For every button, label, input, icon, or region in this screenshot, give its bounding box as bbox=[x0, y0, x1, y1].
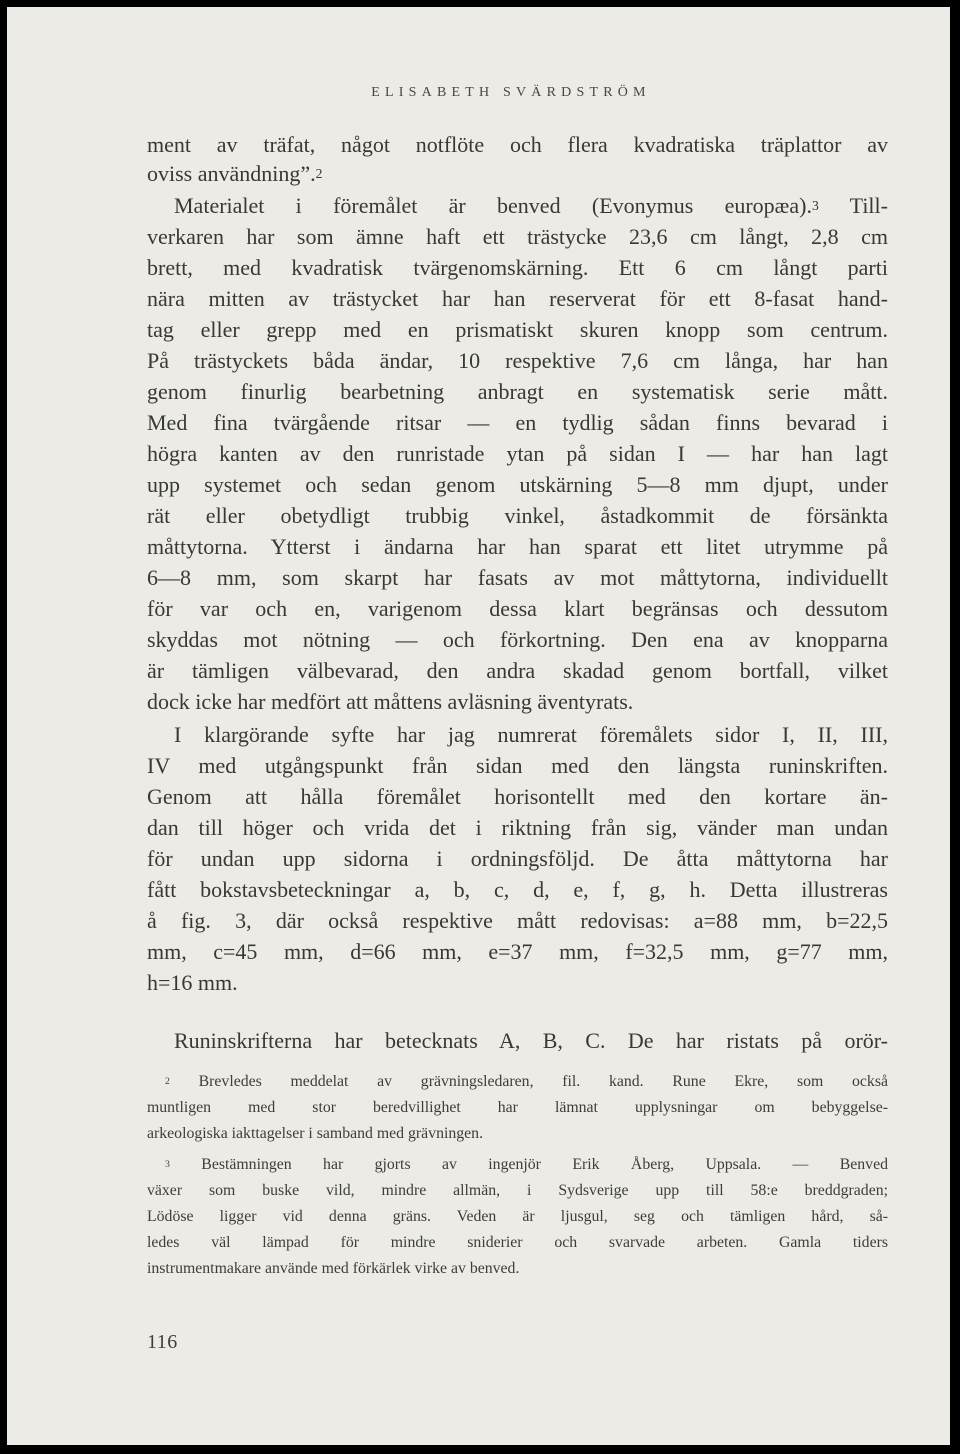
text-line bbox=[147, 472, 888, 498]
text-line bbox=[147, 970, 888, 996]
line-text: dock icke har medfört att måttens avläsning äventyrats. bbox=[147, 689, 634, 714]
footnote-line bbox=[147, 1181, 888, 1201]
line-text: växer som buske vild, mindre allmän, i Sydsverige upp till 58:e breddgraden; bbox=[147, 1182, 888, 1199]
line-text: verkaren har som ämne haft ett trästycke 23,6 cm långt, 2,8 cm bbox=[147, 224, 888, 249]
line-text: genom finurlig bearbetning anbragt en systematisk serie mått. bbox=[147, 379, 888, 404]
line-text: skyddas mot nötning — och förkortning. Den ena av knopparna bbox=[147, 627, 888, 652]
text-line bbox=[147, 161, 888, 187]
footnote-marker: 2 bbox=[165, 1075, 170, 1087]
text-line bbox=[147, 627, 888, 653]
line-text-continued: Till- bbox=[818, 193, 888, 218]
line-text: brett, med kvadratisk tvärgenomskärning. Ett 6 cm långt parti bbox=[147, 255, 888, 280]
text-line bbox=[174, 722, 888, 748]
text-line bbox=[147, 565, 888, 591]
line-text: Genom att hålla föremålet horisontellt med den kortare än- bbox=[147, 784, 888, 809]
line-text: Runinskrifterna har betecknats A, B, C. De har ristats på orör- bbox=[174, 1028, 888, 1053]
line-text: h=16 mm. bbox=[147, 970, 238, 995]
line-text: 6—8 mm, som skarpt har fasats av mot måttytorna, individuellt bbox=[147, 565, 888, 590]
text-line bbox=[147, 908, 888, 934]
footnote-line bbox=[165, 1155, 888, 1175]
text-line bbox=[147, 224, 888, 250]
footnote-reference: 2 bbox=[315, 165, 323, 181]
text-line bbox=[147, 689, 888, 715]
line-text: för var och en, varigenom dessa klart begränsas och dessutom bbox=[147, 596, 888, 621]
footnote-marker: 3 bbox=[165, 1158, 170, 1170]
line-text: Lödöse ligger vid denna gräns. Veden är ljusgul, seg och tämligen hård, så- bbox=[147, 1208, 888, 1225]
line-text: för undan upp sidorna i ordningsföljd. De åtta måttytorna har bbox=[147, 846, 888, 871]
line-text: instrumentmakare använde med förkärlek virke av benved. bbox=[147, 1260, 520, 1277]
line-text: dan till höger och vrida det i riktning från sig, vänder man undan bbox=[147, 815, 888, 840]
line-text: är tämligen välbevarad, den andra skadad genom bortfall, vilket bbox=[147, 658, 888, 683]
document-page bbox=[7, 7, 950, 1445]
text-line bbox=[147, 503, 888, 529]
line-text: högra kanten av den runristade ytan på sidan I — har han lagt bbox=[147, 441, 888, 466]
line-text: upp systemet och sedan genom utskärning 5—8 mm djupt, under bbox=[147, 472, 888, 497]
line-text: nära mitten av trästycket har han reserverat för ett 8-fasat hand- bbox=[147, 286, 888, 311]
line-text: å fig. 3, där också respektive mått redovisas: a=88 mm, b=22,5 bbox=[147, 908, 888, 933]
line-text: I klargörande syfte har jag numrerat föremålets sidor I, II, III, bbox=[174, 722, 888, 747]
line-text: Bestämningen har gjorts av ingenjör Erik Åberg, Uppsala. — Benved bbox=[169, 1156, 888, 1173]
text-line bbox=[147, 132, 888, 158]
text-line bbox=[147, 441, 888, 467]
line-text: ment av träfat, något notflöte och flera kvadratiska träplattor av bbox=[147, 132, 888, 157]
line-text: tag eller grepp med en prismatiskt skuren knopp som centrum. bbox=[147, 317, 888, 342]
running-header: ELISABETH SVÄRDSTRÖM bbox=[371, 85, 651, 100]
text-line bbox=[147, 753, 888, 779]
text-line bbox=[174, 1028, 888, 1054]
text-line bbox=[147, 877, 888, 903]
line-text: ledes väl lämpad för mindre sniderier och svarvade arbeten. Gamla tiders bbox=[147, 1234, 888, 1251]
text-line bbox=[147, 784, 888, 810]
text-line bbox=[147, 255, 888, 281]
line-text: På trästyckets båda ändar, 10 respektive 7,6 cm långa, har han bbox=[147, 348, 888, 373]
page-number: 116 bbox=[147, 1331, 178, 1353]
text-line bbox=[147, 534, 888, 560]
footnote-line bbox=[147, 1124, 888, 1144]
line-text: fått bokstavsbeteckningar a, b, c, d, e, f, g, h. Detta illustreras bbox=[147, 877, 888, 902]
text-line bbox=[147, 317, 888, 343]
text-line bbox=[147, 410, 888, 436]
text-line bbox=[174, 193, 888, 219]
text-line bbox=[147, 379, 888, 405]
text-line bbox=[147, 846, 888, 872]
text-line bbox=[147, 815, 888, 841]
line-text: muntligen med stor beredvillighet har lämnat upplysningar om bebyggelse- bbox=[147, 1099, 888, 1116]
line-text: Med fina tvärgående ritsar — en tydlig sådan finns bevarad i bbox=[147, 410, 888, 435]
footnote-line bbox=[147, 1233, 888, 1253]
text-line bbox=[147, 596, 888, 622]
line-text: mm, c=45 mm, d=66 mm, e=37 mm, f=32,5 mm, g=77 mm, bbox=[147, 939, 888, 964]
line-text: rät eller obetydligt trubbig vinkel, åstadkommit de försänkta bbox=[147, 503, 888, 528]
line-text: måttytorna. Ytterst i ändarna har han sparat ett litet utrymme på bbox=[147, 534, 888, 559]
text-line bbox=[147, 658, 888, 684]
footnote-reference: 3 bbox=[811, 197, 819, 213]
footnote-line bbox=[165, 1072, 888, 1092]
line-text: IV med utgångspunkt från sidan med den längsta runinskriften. bbox=[147, 753, 888, 778]
footnote-line bbox=[147, 1098, 888, 1118]
footnote-line bbox=[147, 1259, 888, 1279]
line-text: oviss användning”. bbox=[147, 161, 316, 186]
text-line bbox=[147, 286, 888, 312]
line-text: arkeologiska iakttagelser i samband med grävningen. bbox=[147, 1125, 484, 1142]
text-line bbox=[147, 939, 888, 965]
footnote-line bbox=[147, 1207, 888, 1227]
text-line bbox=[147, 348, 888, 374]
line-text: Materialet i föremålet är benved (Evonymus europæa). bbox=[174, 193, 812, 218]
line-text: Brevledes meddelat av grävningsledaren, fil. kand. Rune Ekre, som också bbox=[169, 1073, 888, 1090]
